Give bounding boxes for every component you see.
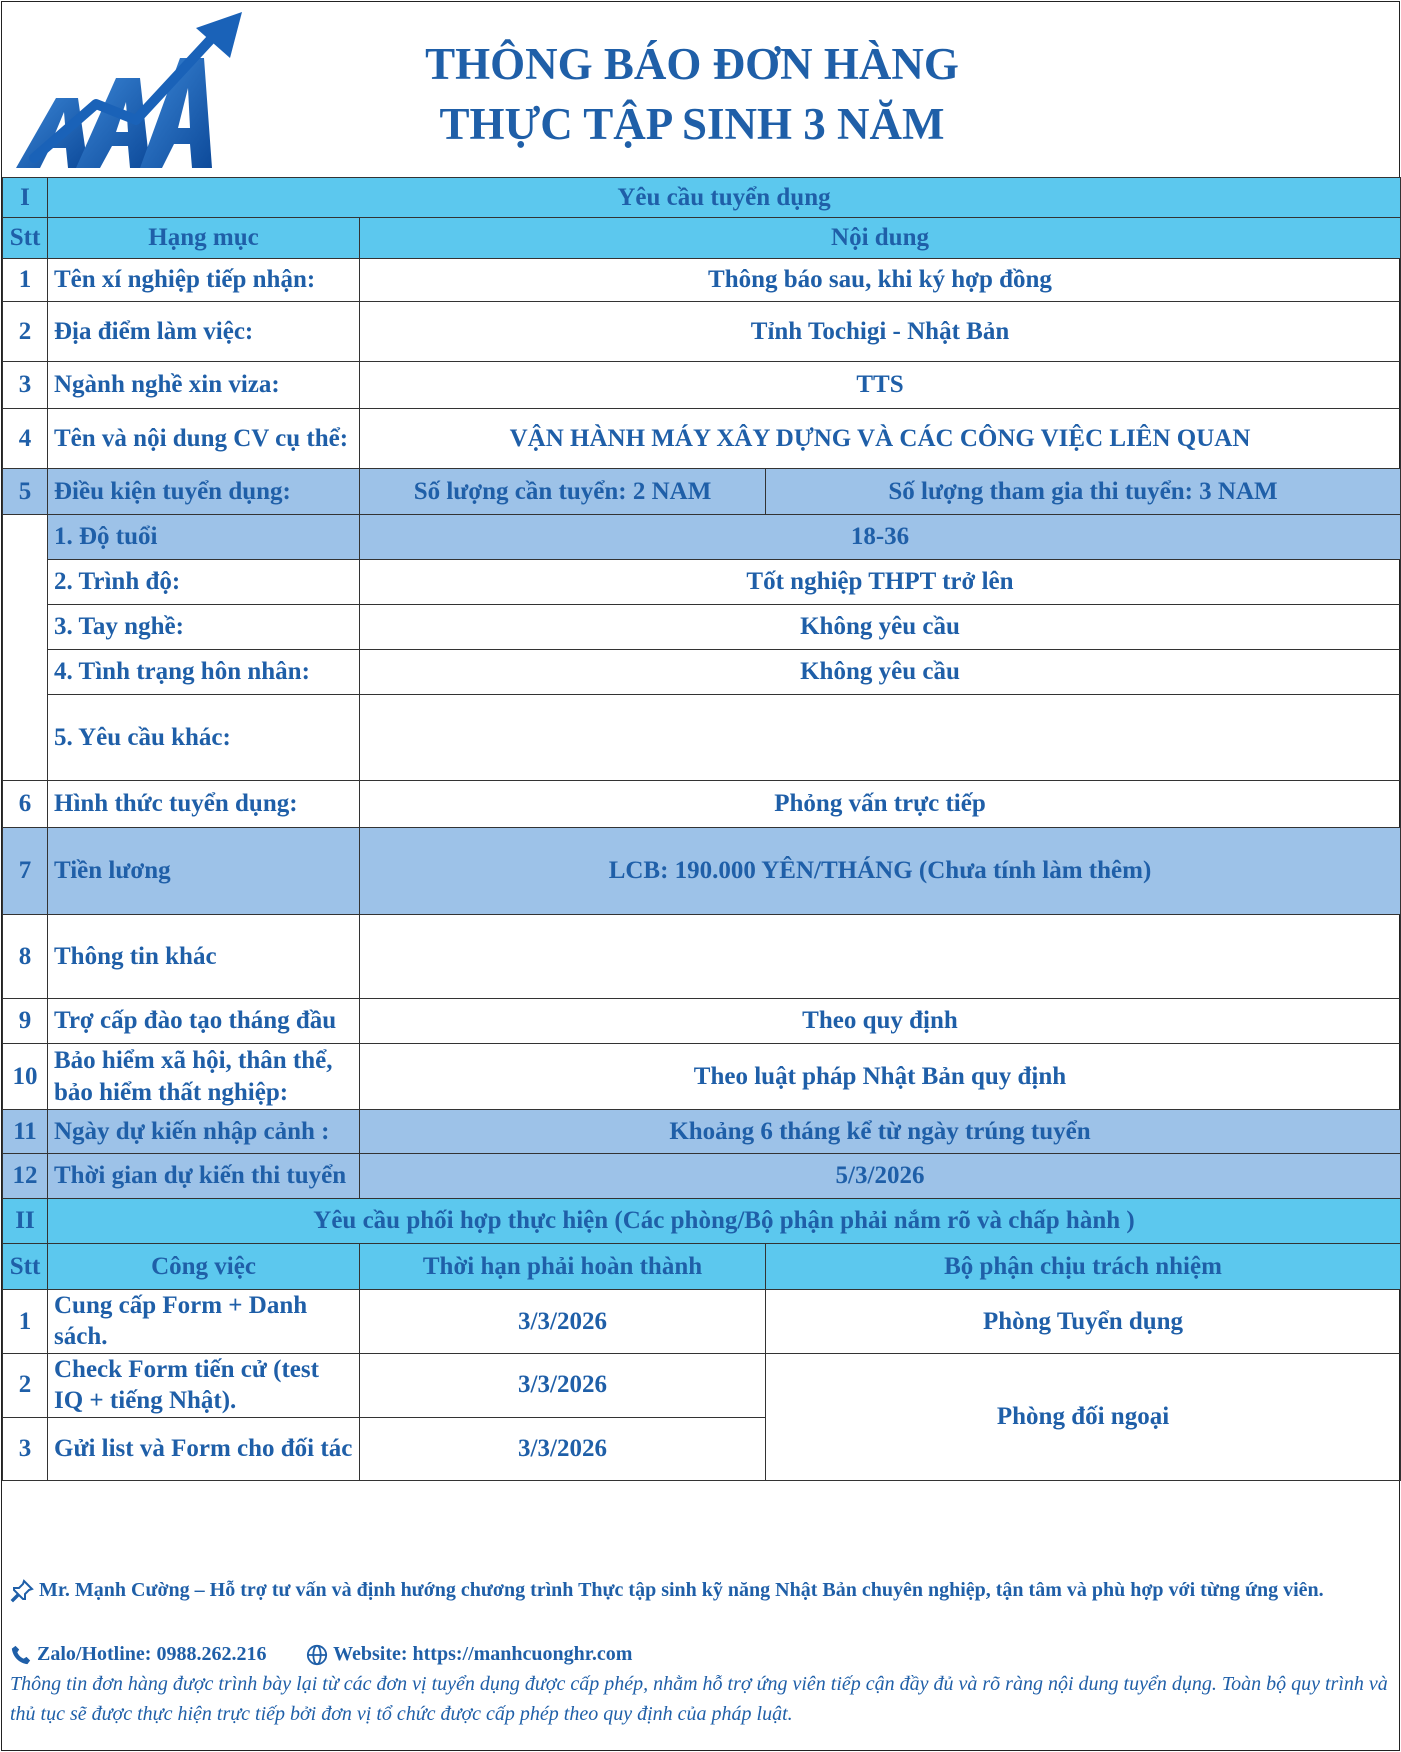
row-stt: 10 — [3, 1044, 48, 1110]
row-stt: 9 — [3, 999, 48, 1044]
row-content — [360, 915, 1401, 999]
row-content: Tốt nghiệp THPT trở lên — [360, 560, 1401, 605]
row-stt: 2 — [3, 302, 48, 362]
task-column-header-row — [3, 1244, 1401, 1290]
task-name: Cung cấp Form + Danh sách. — [48, 1290, 360, 1354]
row-stt: 7 — [3, 828, 48, 915]
row-content: Tỉnh Tochigi - Nhật Bản — [360, 302, 1401, 362]
footer-intro — [10, 1575, 1390, 1605]
table-row — [3, 695, 1401, 781]
row-stt: 3 — [3, 362, 48, 409]
section1-roman: I — [3, 178, 48, 218]
row-stt: 12 — [3, 1154, 48, 1199]
section2-title: Yêu cầu phối hợp thực hiện (Các phòng/Bộ phận phải nắm rõ và chấp hành ) — [48, 1199, 1401, 1244]
row-content — [360, 695, 1401, 781]
table-row — [3, 650, 1401, 695]
row-stt: 6 — [3, 781, 48, 828]
row-item: Trợ cấp đào tạo tháng đầu — [48, 999, 360, 1044]
task-name: Gửi list và Form cho đối tác — [48, 1417, 360, 1480]
table-row — [3, 999, 1401, 1044]
task-stt: 2 — [3, 1353, 48, 1417]
table-row — [3, 362, 1401, 409]
table-row — [3, 409, 1401, 469]
row-item: Ngành nghề xin viza: — [48, 362, 360, 409]
globe-icon — [306, 1644, 328, 1666]
column-header-row — [3, 218, 1401, 259]
row-content: Theo quy định — [360, 999, 1401, 1044]
row-content: Không yêu cầu — [360, 605, 1401, 650]
row-item: 5. Yêu cầu khác: — [48, 695, 360, 781]
table-row — [3, 1044, 1401, 1110]
row-content-quota: Số lượng cần tuyển: 2 NAM — [360, 469, 766, 515]
task-dept: Phòng đối ngoại — [766, 1353, 1401, 1480]
table-row — [3, 259, 1401, 302]
table-row — [3, 515, 1401, 560]
footer-note: Thông tin đơn hàng được trình bày lại từ các đơn vị tuyển dụng được cấp phép, nhằm hỗ trợ ứng viên tiếp cận đầy đủ và rõ ràng nội dung tuyển dụng. Toàn bộ quy trình và thủ tục sẽ được thực hiện trực tiếp bởi đơn vị tổ chức được cấp phép theo quy định của pháp luật. — [10, 1673, 1388, 1725]
row-item: 1. Độ tuổi — [48, 515, 360, 560]
row-content: Thông báo sau, khi ký hợp đồng — [360, 259, 1401, 302]
footer-contacts — [10, 1639, 1390, 1669]
task-row — [3, 1353, 1401, 1417]
row-stt: 1 — [3, 259, 48, 302]
section1-header-row — [3, 178, 1401, 218]
row-content: Không yêu cầu — [360, 650, 1401, 695]
row-content: Theo luật pháp Nhật Bản quy định — [360, 1044, 1401, 1110]
section1-title: Yêu cầu tuyển dụng — [48, 178, 1401, 218]
row-content: Khoảng 6 tháng kể từ ngày trúng tuyển — [360, 1110, 1401, 1154]
row-item: Ngày dự kiến nhập cảnh : — [48, 1110, 360, 1154]
phone-icon — [10, 1644, 32, 1666]
task-dept: Phòng Tuyển dụng — [766, 1290, 1401, 1354]
row-stt-empty — [3, 515, 48, 781]
row-content: LCB: 190.000 YÊN/THÁNG (Chưa tính làm thêm) — [360, 828, 1401, 915]
row-content: Phỏng vấn trực tiếp — [360, 781, 1401, 828]
table-row — [3, 828, 1401, 915]
pushpin-icon — [10, 1579, 34, 1603]
table-row — [3, 469, 1401, 515]
col2-deadline: Thời hạn phải hoàn thành — [360, 1244, 766, 1290]
row-item: Tên xí nghiệp tiếp nhận: — [48, 259, 360, 302]
row-stt: 8 — [3, 915, 48, 999]
task-stt: 1 — [3, 1290, 48, 1354]
hotline-text: Zalo/Hotline: 0988.262.216 — [37, 1643, 267, 1665]
task-name: Check Form tiến cử (test IQ + tiếng Nhật). — [48, 1353, 360, 1417]
footer — [2, 1517, 1399, 1752]
row-stt: 11 — [3, 1110, 48, 1154]
row-item: Tên và nội dung CV cụ thể: — [48, 409, 360, 469]
row-content-candidates: Số lượng tham gia thi tuyển: 3 NAM — [766, 469, 1401, 515]
aaa-logo — [16, 8, 248, 176]
col2-dept: Bộ phận chịu trách nhiệm — [766, 1244, 1401, 1290]
task-deadline: 3/3/2026 — [360, 1417, 766, 1480]
row-item: 2. Trình độ: — [48, 560, 360, 605]
table-row — [3, 1154, 1401, 1199]
website-link[interactable]: Website: https://manhcuonghr.com — [333, 1643, 633, 1665]
row-item: Điều kiện tuyển dụng: — [48, 469, 360, 515]
col2-task: Công việc — [48, 1244, 360, 1290]
row-item: Địa điểm làm việc: — [48, 302, 360, 362]
task-deadline: 3/3/2026 — [360, 1290, 766, 1354]
table-row — [3, 302, 1401, 362]
task-stt: 3 — [3, 1417, 48, 1480]
section2-header-row — [3, 1199, 1401, 1244]
col-content: Nội dung — [360, 218, 1401, 259]
row-item: 3. Tay nghề: — [48, 605, 360, 650]
table-row — [3, 1110, 1401, 1154]
row-item: Bảo hiểm xã hội, thân thể, bảo hiểm thất nghiệp: — [48, 1044, 360, 1110]
table-row — [3, 781, 1401, 828]
row-content: 5/3/2026 — [360, 1154, 1401, 1199]
footer-intro-text: Mr. Mạnh Cường – Hỗ trợ tư vấn và định hướng chương trình Thực tập sinh kỹ năng Nhật Bản chuyên nghiệp, tận tâm và phù hợp với từng ứng viên. — [39, 1579, 1324, 1601]
row-stt: 4 — [3, 409, 48, 469]
section2-roman: II — [3, 1199, 48, 1244]
table-row — [3, 560, 1401, 605]
row-item: Hình thức tuyển dụng: — [48, 781, 360, 828]
page-title-line2: THỰC TẬP SINH 3 NĂM — [439, 99, 945, 149]
page — [1, 1, 1400, 1751]
table-row — [3, 605, 1401, 650]
task-deadline: 3/3/2026 — [360, 1353, 766, 1417]
row-item: Tiền lương — [48, 828, 360, 915]
row-item: Thông tin khác — [48, 915, 360, 999]
row-item: Thời gian dự kiến thi tuyển — [48, 1154, 360, 1199]
col2-stt: Stt — [3, 1244, 48, 1290]
order-table — [2, 177, 1401, 1481]
row-content: VẬN HÀNH MÁY XÂY DỰNG VÀ CÁC CÔNG VIỆC LIÊN QUAN — [360, 409, 1401, 469]
col-stt: Stt — [3, 218, 48, 259]
row-content: 18-36 — [360, 515, 1401, 560]
row-content: TTS — [360, 362, 1401, 409]
row-item: 4. Tình trạng hôn nhân: — [48, 650, 360, 695]
col-item: Hạng mục — [48, 218, 360, 259]
task-row — [3, 1290, 1401, 1354]
table-row — [3, 915, 1401, 999]
page-title-line1: THÔNG BÁO ĐƠN HÀNG — [425, 39, 959, 89]
header — [2, 2, 1399, 177]
row-stt: 5 — [3, 469, 48, 515]
